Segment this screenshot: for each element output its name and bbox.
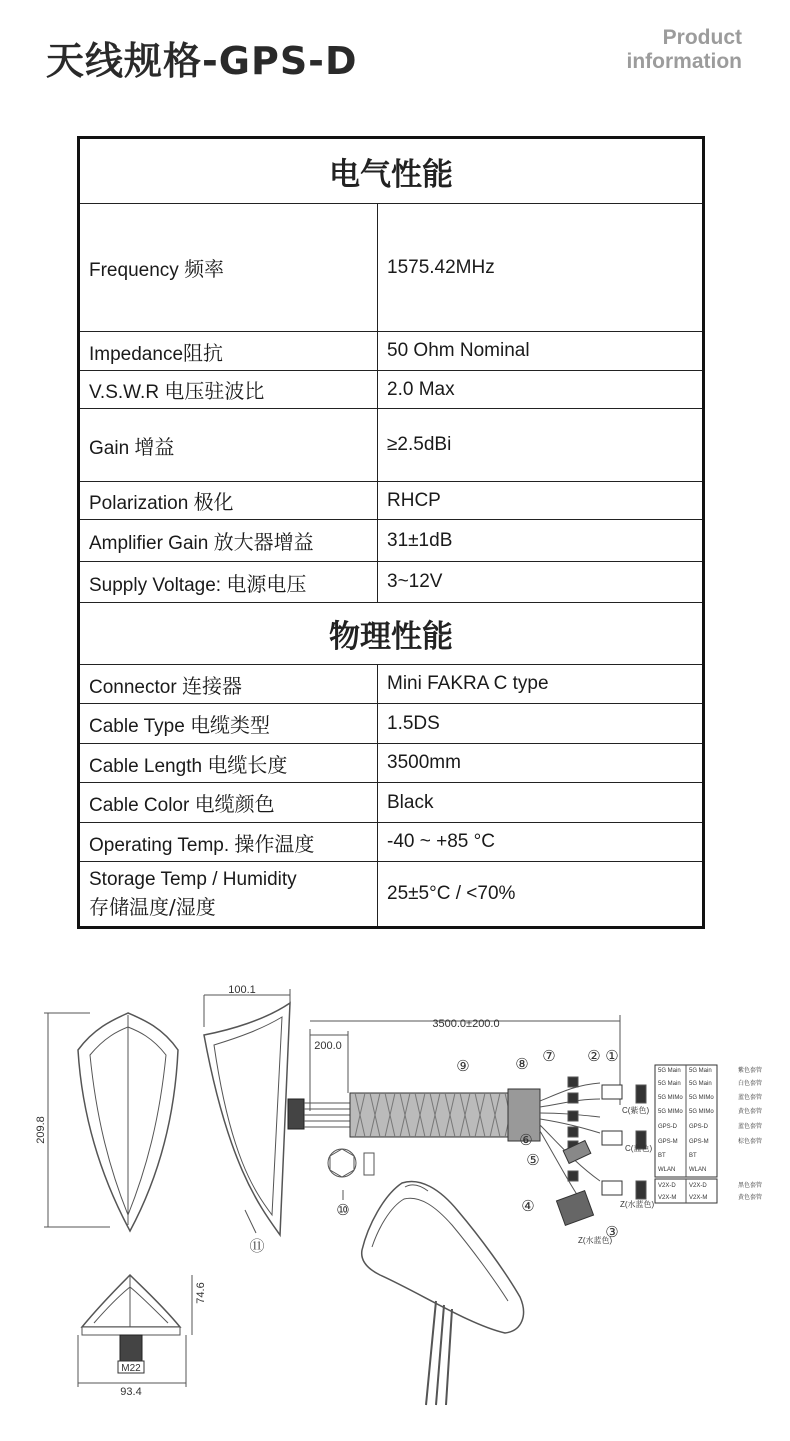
pin-row-left: V2X-M	[658, 1195, 677, 1201]
table-row	[79, 783, 704, 823]
pin-row-left: GPS-D	[658, 1124, 678, 1130]
pin-row-right: V2X-D	[689, 1183, 707, 1189]
pin-note: 棕色套管	[738, 1139, 763, 1145]
spec-label: Polarization 极化	[79, 482, 378, 520]
spec-value: 50 Ohm Nominal	[378, 332, 704, 371]
dim-width-top: 100.1	[228, 984, 256, 996]
dim-base-height: 74.6	[195, 1282, 207, 1304]
callout-6: ⑥	[519, 1132, 533, 1149]
pin-row-left: 5G Main	[658, 1081, 681, 1087]
dim-base-width: 93.4	[120, 1386, 142, 1398]
connector-c-purple: C(紫色)	[622, 1106, 650, 1115]
callout-5: ⑤	[526, 1152, 540, 1169]
table-row	[79, 520, 704, 562]
pin-note: 白色套管	[738, 1081, 763, 1087]
pin-row-left: 5G Main	[658, 1068, 681, 1074]
pin-note: 黄色套管	[738, 1195, 763, 1201]
spec-value: Black	[378, 783, 704, 823]
spec-value: 1575.42MHz	[378, 204, 704, 332]
callout-9: ⑨	[456, 1058, 470, 1075]
pin-note: 紫色套管	[738, 1068, 763, 1074]
pin-row-left: GPS-M	[658, 1139, 678, 1145]
table-row	[79, 409, 704, 482]
pin-row-left: 5G MIMo	[658, 1095, 683, 1101]
callout-8: ⑧	[515, 1056, 529, 1073]
dim-cable-short: 200.0	[314, 1040, 342, 1052]
spec-label: Gain 增益	[79, 409, 378, 482]
spec-label: Frequency 频率	[79, 204, 378, 332]
section-header-row	[79, 138, 704, 204]
spec-label: Operating Temp. 操作温度	[79, 823, 378, 862]
spec-value: RHCP	[378, 482, 704, 520]
pin-note: 黄色套管	[738, 1109, 763, 1115]
connector-z-water-blue-2: Z(水蓝色)	[578, 1236, 613, 1245]
callout-10: ⑩	[336, 1202, 350, 1219]
table-row	[79, 204, 704, 332]
spec-label: Storage Temp / Humidity 存储温度/湿度	[79, 862, 378, 928]
table-row	[79, 744, 704, 783]
pin-note: 蓝色套管	[738, 1124, 763, 1130]
physical-section-title: 物理性能	[79, 603, 704, 665]
table-row	[79, 482, 704, 520]
spec-value: 3500mm	[378, 744, 704, 783]
table-row	[79, 862, 704, 928]
callout-2: ②	[587, 1048, 601, 1065]
table-row	[79, 704, 704, 744]
spec-table	[77, 136, 705, 929]
spec-value: 1.5DS	[378, 704, 704, 744]
callout-11: ⑪	[249, 1238, 265, 1255]
pin-note: 蓝色套管	[738, 1095, 763, 1101]
spec-value: 25±5°C / <70%	[378, 862, 704, 928]
spec-value: Mini FAKRA C type	[378, 665, 704, 704]
spec-value: ≥2.5dBi	[378, 409, 704, 482]
pin-row-right: 5G MIMo	[689, 1109, 714, 1115]
spec-value: -40 ~ +85 °C	[378, 823, 704, 862]
spec-label: Connector 连接器	[79, 665, 378, 704]
table-row	[79, 665, 704, 704]
callout-3: ③	[605, 1224, 619, 1241]
spec-value: 31±1dB	[378, 520, 704, 562]
spec-label: V.S.W.R 电压驻波比	[79, 371, 378, 409]
table-row	[79, 332, 704, 371]
pin-row-right: V2X-M	[689, 1195, 708, 1201]
pin-row-right: BT	[689, 1153, 697, 1159]
pin-row-left: WLAN	[658, 1167, 676, 1173]
table-row	[79, 562, 704, 603]
spec-label: Cable Type 电缆类型	[79, 704, 378, 744]
table-row	[79, 371, 704, 409]
spec-label: Supply Voltage: 电源电压	[79, 562, 378, 603]
product-label: Product	[662, 26, 742, 49]
pin-row-right: 5G Main	[689, 1081, 712, 1087]
spec-label: Cable Length 电缆长度	[79, 744, 378, 783]
pin-row-left: 5G MIMo	[658, 1109, 683, 1115]
electrical-section-title: 电气性能	[79, 138, 704, 204]
table-row	[79, 823, 704, 862]
technical-drawing	[0, 975, 790, 1441]
connector-z-water-blue: Z(水蓝色)	[620, 1200, 655, 1209]
product-information-label	[627, 26, 743, 74]
spec-value: 3~12V	[378, 562, 704, 603]
dim-height: 209.8	[35, 1116, 47, 1144]
section-header-row	[79, 603, 704, 665]
pin-note: 黑色套管	[738, 1183, 763, 1189]
page-title: 天线规格-GPS-D	[46, 39, 358, 83]
callout-4: ④	[521, 1198, 535, 1215]
pin-row-left: V2X-D	[658, 1183, 676, 1189]
page-header	[0, 0, 790, 110]
pin-row-right: 5G MIMo	[689, 1095, 714, 1101]
pin-row-left: BT	[658, 1153, 666, 1159]
spec-label: Amplifier Gain 放大器增益	[79, 520, 378, 562]
pin-row-right: WLAN	[689, 1167, 707, 1173]
callout-1: ①	[605, 1048, 619, 1065]
information-label: information	[626, 50, 742, 73]
callout-7: ⑦	[542, 1048, 556, 1065]
thread-label: M22	[121, 1363, 141, 1374]
pin-row-right: GPS-M	[689, 1139, 709, 1145]
spec-label: Impedance阻抗	[79, 332, 378, 371]
connector-c-blue: C(蓝色)	[625, 1144, 653, 1153]
pin-row-right: GPS-D	[689, 1124, 709, 1130]
spec-label: Cable Color 电缆颜色	[79, 783, 378, 823]
pin-row-right: 5G Main	[689, 1068, 712, 1074]
spec-value: 2.0 Max	[378, 371, 704, 409]
dim-cable-total: 3500.0±200.0	[432, 1018, 500, 1030]
